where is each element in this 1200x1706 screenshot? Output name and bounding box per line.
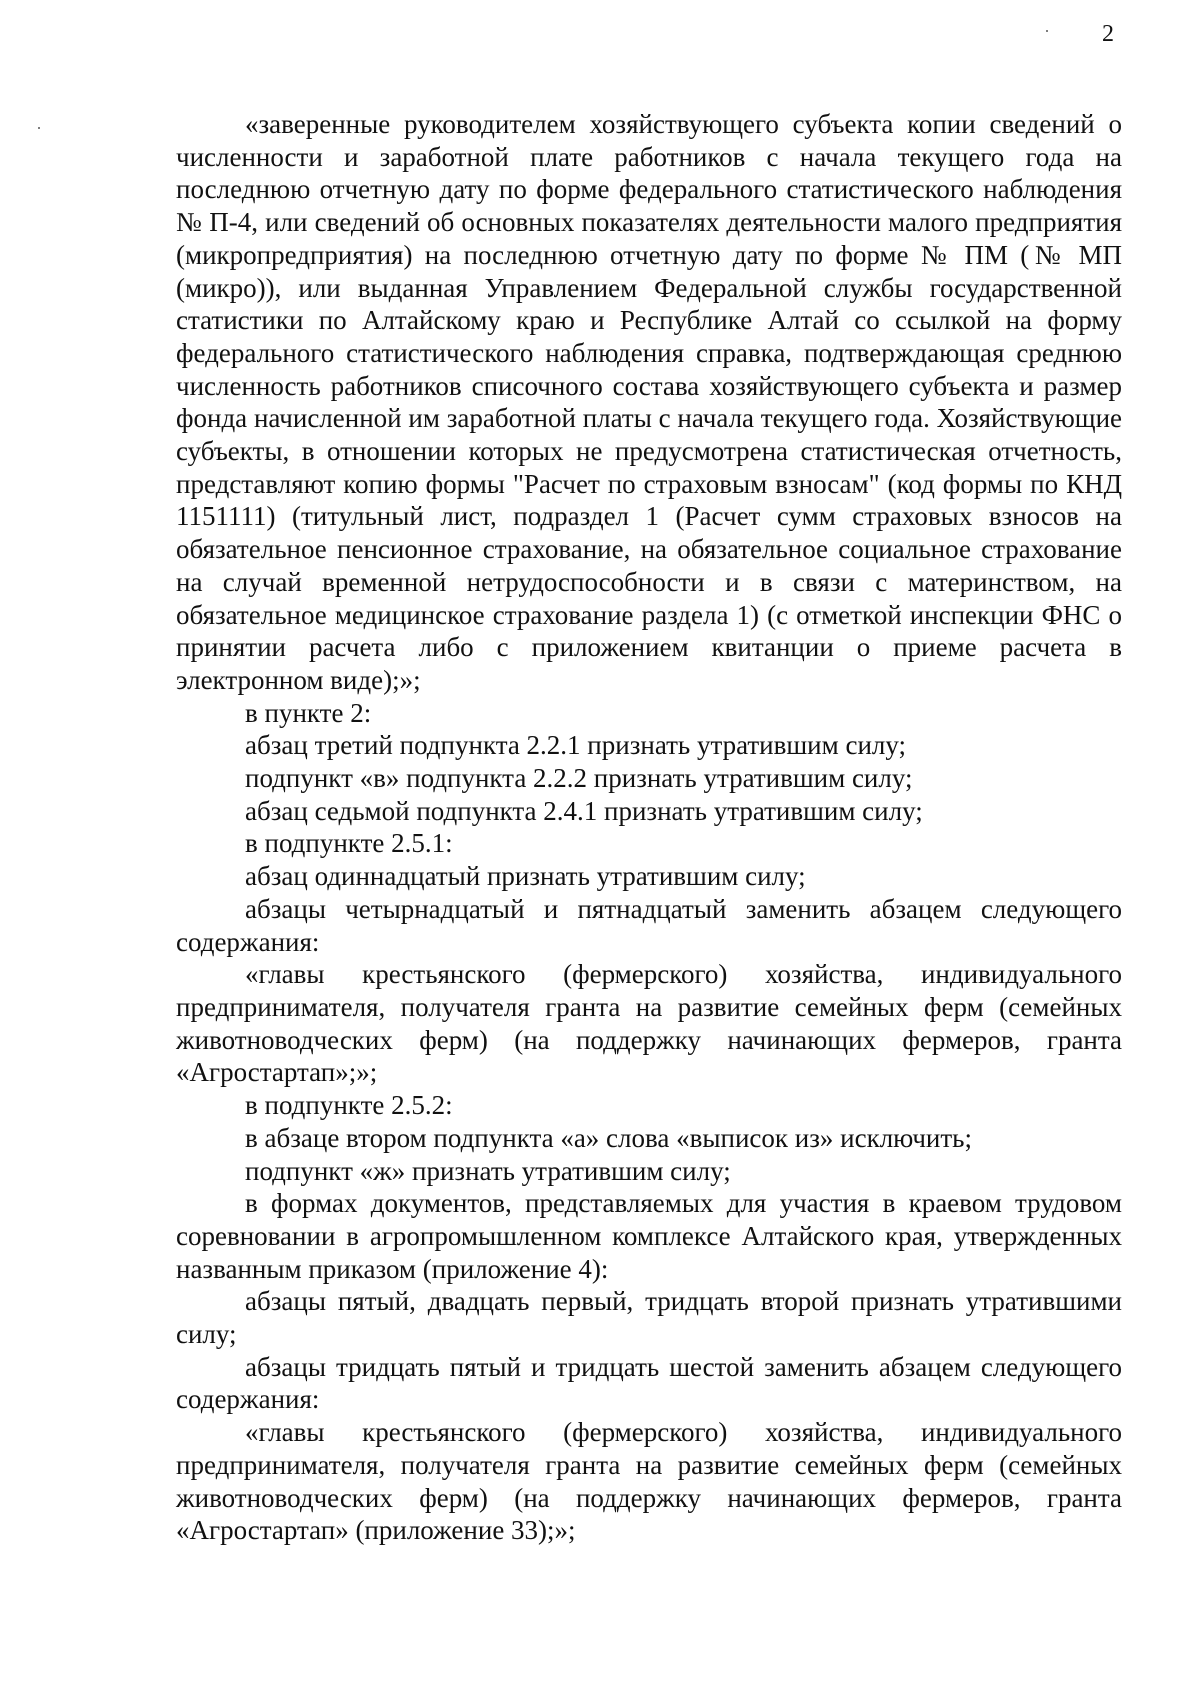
paragraph: абзац одиннадцатый признать утратившим силу; [245, 861, 806, 892]
paragraph: в подпункте 2.5.1: [245, 828, 453, 859]
paragraph: «главы крестьянского (фермерского) хозяйства, индивидуального предпринимателя, получателя гранта на развитие семейных ферм (семейных животноводческих ферм) (на поддержку начинающих фермеров, гранта «Агростартап» (приложение 33);»; [176, 1417, 1122, 1546]
document-body [176, 108, 1122, 1547]
paragraph: абзацы тридцать пятый и тридцать шестой заменить абзацем следующего содержания: [176, 1351, 1122, 1415]
paragraph: в подпункте 2.5.2: [245, 1090, 453, 1121]
paragraph: абзацы пятый, двадцать первый, тридцать второй признать утратившими силу; [176, 1286, 1122, 1350]
page-number: 2 [1102, 21, 1114, 47]
paragraph: абзац третий подпункта 2.2.1 признать утратившим силу; [245, 730, 907, 761]
paragraph: подпункт «ж» признать утратившим силу; [245, 1155, 731, 1186]
paragraph: «главы крестьянского (фермерского) хозяйства, индивидуального предпринимателя, получателя гранта на развитие семейных ферм (семейных животноводческих ферм) (на поддержку начинающих фермеров, гранта «Агростартап»;»; [176, 959, 1122, 1088]
paragraph: подпункт «в» подпункта 2.2.2 признать утратившим силу; [245, 763, 913, 794]
scan-speck [38, 127, 40, 129]
paragraph: «заверенные руководителем хозяйствующего субъекта копии сведений о численности и заработной плате работников с начала текущего года на последнюю отчетную дату по форме федерального статистического наблюдения № П-4, или сведений об основных показателях деятельности малого предприятия (микропредприятия) на последнюю отчетную дату по форме № ПМ (№ МП (микро)), или выданная Управлением Федеральной службы государственной статистики по Алтайскому краю и Республике Алтай со ссылкой на форму федерального статистического наблюдения справка, подтверждающая среднюю численность работников списочного состава хозяйствующего субъекта и размер фонда начисленной им заработной платы с начала текущего года. Хозяйствующие субъекты, в отношении которых не предусмотрена статистическая отчетность, представляют копию формы "Расчет по страховым взносам" (код формы по КНД 1151111) (титульный лист, подраздел 1 (Расчет сумм страховых взносов на обязательное пенсионное страхование, на обязательное социальное страхование на случай временной нетрудоспособности и в связи с материнством, на обязательное медицинское страхование раздела 1) (с отметкой инспекции ФНС о принятии расчета либо с приложением квитанции о приеме расчета в электронном виде);»; [176, 109, 1122, 695]
paragraph: абзацы четырнадцатый и пятнадцатый заменить абзацем следующего содержания: [176, 893, 1122, 957]
scan-speck [1046, 30, 1048, 32]
paragraph: в абзаце втором подпункта «а» слова «выписок из» исключить; [245, 1122, 972, 1153]
paragraph: абзац седьмой подпункта 2.4.1 признать утратившим силу; [245, 795, 923, 826]
paragraph: в пункте 2: [245, 697, 372, 728]
paragraph: в формах документов, представляемых для участия в краевом трудовом соревновании в агропромышленном комплексе Алтайского края, утвержденных названным приказом (приложение 4): [176, 1188, 1122, 1284]
